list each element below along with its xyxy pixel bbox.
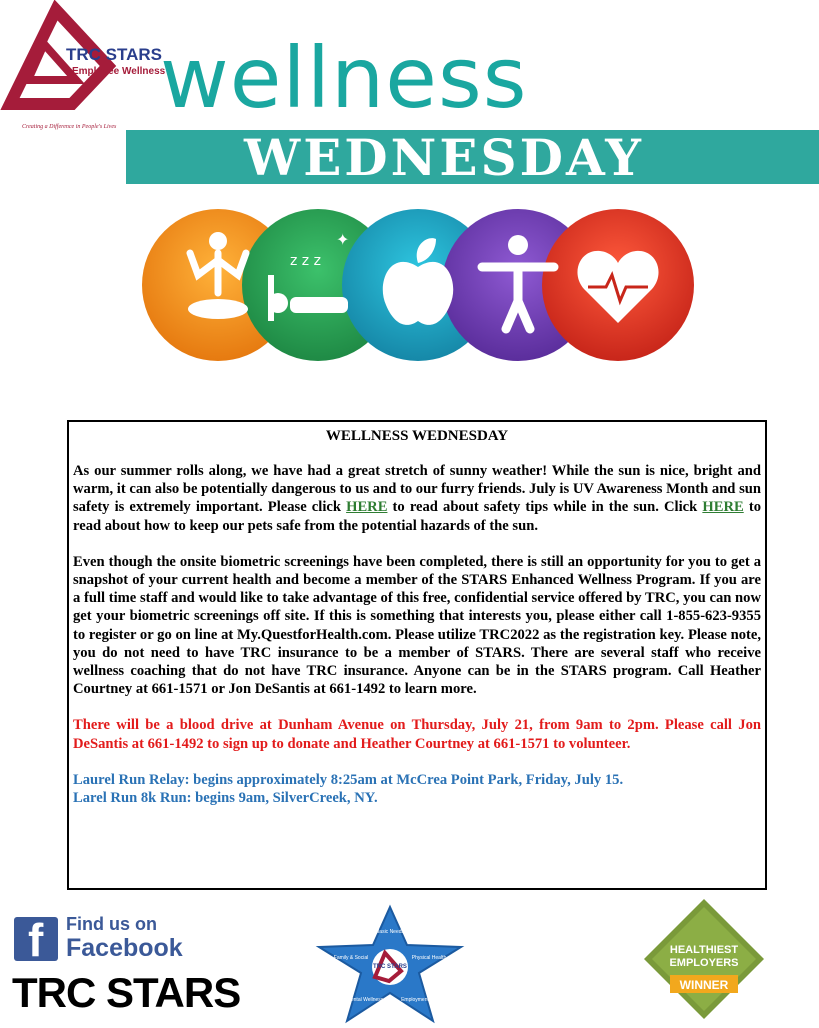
star-center-label: TRC STARS [373,964,407,970]
logo-tagline: Creating a Difference in People's Lives [22,124,117,130]
biometric-paragraph: Even though the onsite biometric screenings have been completed, there is still an opportunity for you to get a snapshot of your current health and become a member of the STARS Enhanced Wellness Program. If you are a full time staff and would like to take advantage of this free, confidential service offered by TRC, you can now get your biometric screenings off site. If this is something that interests you, please either call 1-855-623-9355 to register or go on line at My.QuestforHealth.com. Please utilize TRC2022 as the registration key. Please note, you do not need to have TRC insurance to be a member of STARS. There are several staff who receive wellness coaching that do not have TRC insurance. Anyone can be in the STARS program. Call Heather Courtney at 661-1571 or Jon DeSantis at 661-1492 to learn more. [73,553,761,698]
award-line-2: EMPLOYERS [669,957,739,969]
facebook-name: Facebook [66,934,183,962]
svg-text:z z z: z z z [290,253,321,269]
logo-brand: TRC STARS [66,45,163,64]
facebook-find-text: Find us on [66,914,157,934]
p1-text-2: to read about safety tips while in the sun. Click [387,499,703,516]
wellness-icons-row [140,205,700,365]
trc-stars-footer-title: TRC STARS [12,969,241,1016]
sun-safety-link[interactable]: HERE [346,499,388,516]
trc-stars-logo [4,4,166,132]
svg-text:✦: ✦ [336,230,350,249]
wellness-article [67,420,767,890]
logo-sub: Employee Wellness [72,66,166,77]
star-label-bottom-left: Mental Wellness [346,997,384,1003]
award-line-1: HEALTHIEST [669,944,739,956]
p1-text-3: to read about how to keep our pets safe from the potential hazards of the sun. [73,499,761,534]
sun-safety-paragraph [73,462,761,535]
article-heading: WELLNESS WEDNESDAY [325,428,509,444]
event-8k: Larel Run 8k Run: begins 9am, SilverCreek, NY. [73,790,378,807]
award-line-3: WINNER [679,978,729,992]
facebook-badge[interactable] [14,912,194,966]
blood-drive-paragraph: There will be a blood drive at Dunham Avenue on Thursday, July 21, from 9am to 2pm. Please call Jon DeSantis at 661-1492 to sign up to donate and Heather Courtney at 661-1571 to volunteer. [73,717,761,752]
wellness-title: wellness [160,29,528,127]
events-list [73,771,761,807]
star-label-right: Physical Health [411,955,447,961]
stars-program-star [315,905,465,1023]
healthiest-employers-award [642,897,766,1021]
banner-text: WEDNESDAY [244,128,644,187]
star-label-left: Family & Social [333,955,369,961]
wednesday-banner [126,128,819,187]
p1-text-1: As our summer rolls along, we have had a great stretch of sunny weather! While the sun is nice, bright and warm, it can also be potentially dangerous to us and to our furry friends. July is UV Awareness Month and sun safety is extremely important. Please click [73,463,761,516]
event-relay: Laurel Run Relay: begins approximately 8:25am at McCrea Point Park, Friday, July 15. [73,771,624,788]
star-label-bottom-right: Employment [401,997,429,1003]
facebook-icon: f [14,917,58,961]
pet-safety-link[interactable]: HERE [702,499,744,516]
star-label-top: Basic Needs [375,929,405,935]
